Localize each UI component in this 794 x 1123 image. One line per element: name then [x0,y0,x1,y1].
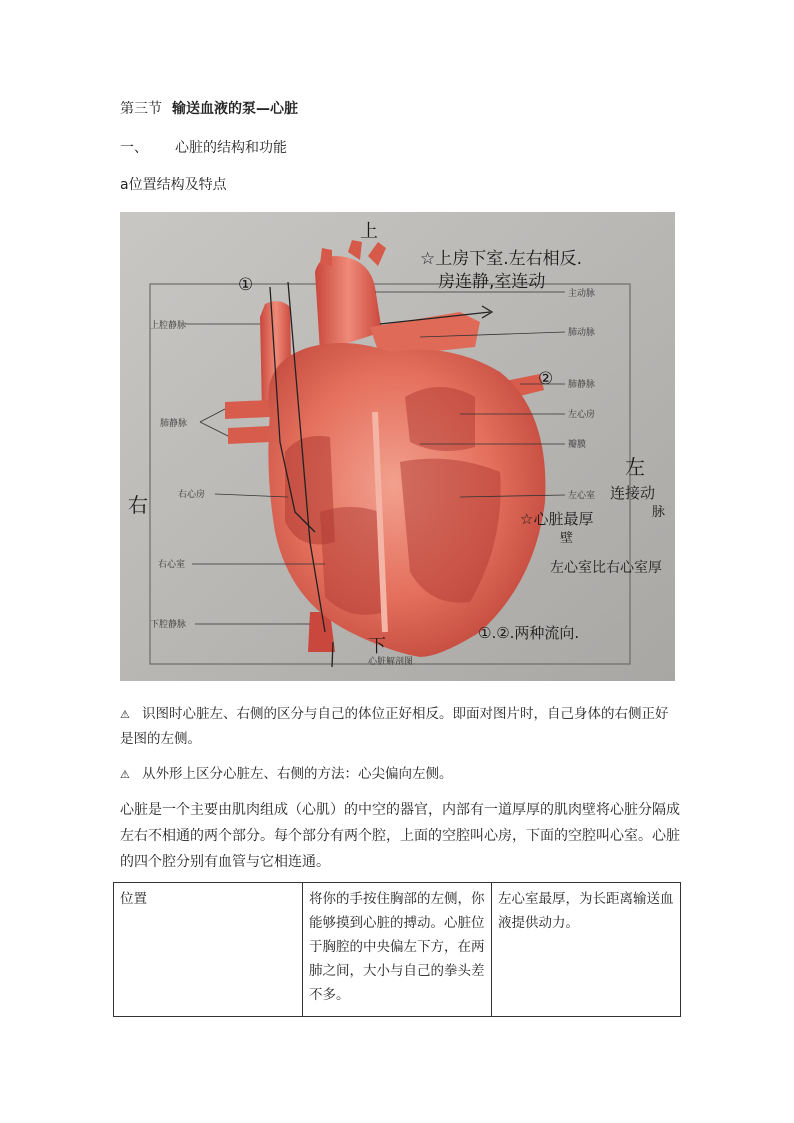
pulmonary-vein-left-2 [228,426,270,444]
hw-note-line1: ☆上房下室.左右相反. [420,249,583,269]
right-ventricle-chamber [320,507,385,615]
hw-note-thick: ☆心脏最厚 [520,510,594,528]
subsection-title: 心脏的结构和功能 [175,140,287,156]
figure-caption: 心脏解剖图 [368,657,414,667]
table-cell-description: 将你的手按住胸部的左侧，你能够摸到心脏的搏动。心脏位于胸腔的中央偏左下方，在两肺之间，大小与自己的拳头差不多。 [303,883,492,1017]
label-pulmonary-veins-left: 肺静脉 [160,419,188,429]
subsection-heading [120,137,287,157]
table-cell-note: 左心室最厚，为长距离输送血液提供动力。 [492,883,681,1017]
note-1-text: 识图时心脏左、右侧的区分与自己的体位正好相反。即面对图片时，自己身体的右侧正好是图的左侧。 [120,706,669,747]
pulmonary-vein-left [225,400,270,419]
heart-diagram-photo [120,212,675,681]
note-1 [120,702,680,751]
hw-note-line2: 房连静,室连动 [438,272,546,292]
label-ivc: 下腔静脉 [150,620,187,630]
note-2 [120,762,680,787]
position-table [113,882,681,1017]
label-aorta: 主动脉 [568,289,596,299]
label-left-ventricle: 左心室 [568,491,596,501]
hw-circle-1: ① [238,275,254,295]
subsection-number: 一、 [120,140,148,156]
table-row [114,883,681,1017]
hw-note-flow: ①.②.两种流向. [478,624,580,642]
aortic-branch [320,248,332,266]
label-svc: 上腔静脉 [150,321,187,331]
table-cell-position: 位置 [114,883,303,1017]
hw-note-compare: 左心室比右心室厚 [550,560,662,576]
hw-left: 左 [625,455,645,479]
hw-down: 下 [368,636,386,657]
body-paragraph: 心脏是一个主要由肌肉组成（心肌）的中空的器官，内部有一道厚厚的肌肉壁将心脏分隔成左右不相通的两个部分。每个部分有两个腔，上面的空腔叫心房，下面的空腔叫心室。心脏的四个腔分别有血管与它相连通。 [120,802,680,870]
section-title: 输送血液的泵—心脏 [172,101,298,117]
note-2-text: 从外形上区分心脏左、右侧的方法：心尖偏向左侧。 [142,766,453,782]
left-atrium-chamber [405,387,475,451]
label-right-atrium: 右心房 [178,490,206,500]
hw-note-lv2: 脉 [652,505,666,520]
warning-triangle-icon: ⚠ [120,708,130,721]
hw-circle-2: ② [538,369,554,389]
section-number: 第三节 [120,101,162,117]
hw-note-thick2: 壁 [560,531,574,546]
warning-triangle-icon: ⚠ [120,768,130,781]
label-valve: 瓣膜 [568,440,587,450]
label-right-ventricle: 右心室 [158,560,186,570]
label-pulmonary-veins-right: 肺静脉 [568,380,596,390]
hw-up: 上 [360,221,378,242]
hw-right: 右 [128,493,148,517]
label-pulmonary-artery: 肺动脉 [568,328,596,338]
hw-note-lv: 连接动 [610,484,656,502]
label-left-atrium: 左心房 [568,410,596,420]
section-heading [120,98,298,118]
topic-heading: a位置结构及特点 [120,177,227,193]
